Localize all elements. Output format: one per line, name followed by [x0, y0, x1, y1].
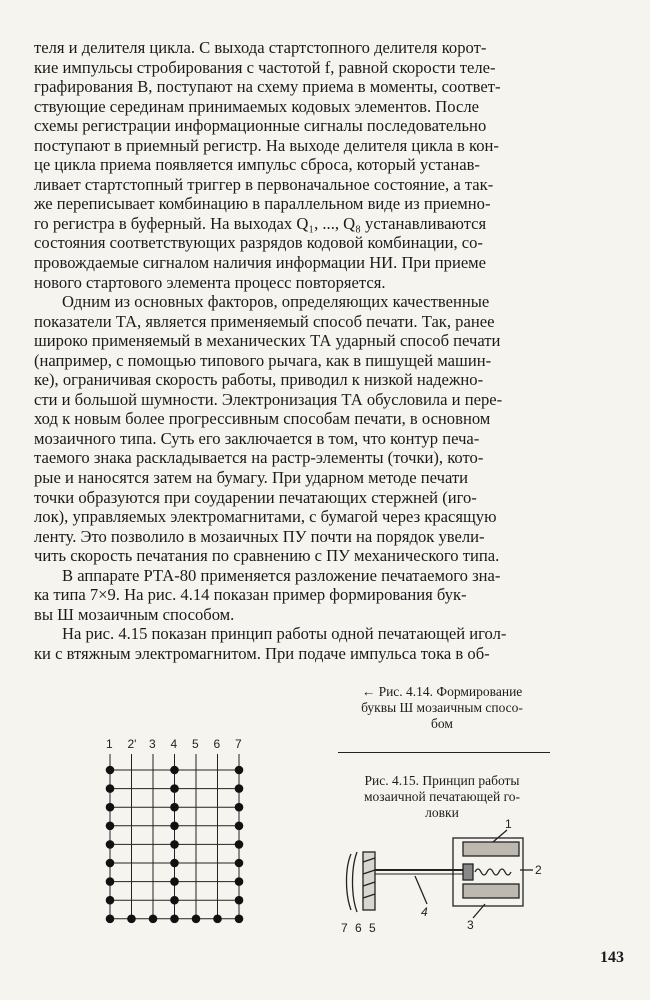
matrix-dot [127, 915, 136, 924]
text-line: чить скорость печатания по сравнению с ПУ механического типа. [34, 546, 500, 566]
text-line: це цикла приема появляется импульс сброса, который устанав- [34, 155, 480, 175]
matrix-dot [170, 915, 179, 924]
caption-line: Рис. 4.15. Принцип работы [364, 773, 520, 788]
matrix-dot [149, 915, 158, 924]
matrix-dot [106, 915, 115, 924]
matrix-dot [235, 877, 244, 886]
column-label: 4 [170, 737, 178, 751]
text-line: Одним из основных факторов, определяющих качественные [62, 292, 490, 312]
return-spring [475, 869, 511, 875]
matrix-dot [235, 915, 244, 924]
matrix-dot [235, 859, 244, 868]
caption-line: мозаичной печатающей го- [363, 789, 521, 804]
matrix-dot [235, 766, 244, 775]
text-line: (например, с помощью типового рычага, как в пишущей машин- [34, 350, 492, 370]
caption-line: буквы Ш мозаичным спосо- [361, 700, 523, 715]
column-label: 5 [192, 737, 199, 751]
caption-line: бом [431, 716, 453, 731]
matrix-dot [170, 896, 179, 905]
paragraph-3 [34, 566, 618, 625]
body-text [34, 38, 618, 664]
ribbon-layer [353, 852, 358, 912]
matrix-dot [106, 877, 115, 886]
column-label: 7 [235, 737, 242, 751]
paragraph-2 [34, 292, 618, 566]
text-line: лок), управляемых электромагнитами, с бумагой через красящую [34, 507, 497, 527]
column-label: 6 [213, 737, 221, 751]
matrix-dot [170, 803, 179, 812]
matrix-dot [106, 784, 115, 793]
text-line: кие импульсы стробирования с частотой f, равной скорости теле- [34, 57, 496, 77]
matrix-dot [170, 859, 179, 868]
matrix-dot [235, 784, 244, 793]
text-line: нового стартового элемента процесс повторяется. [34, 272, 386, 292]
text-line: ствующие серединам принимаемых кодовых элементов. После [34, 96, 479, 116]
text-line: же переписывает комбинацию в параллельном виде из приемно- [34, 194, 491, 214]
part-label-2: 2 [535, 863, 542, 877]
armature [463, 864, 473, 880]
part-label-4: 4 [421, 905, 428, 919]
text-line: провождаемые сигналом наличия информации НИ. При приеме [34, 253, 487, 273]
text-line: ке), ограничивая скорость работы, приводил к низкой надежно- [34, 370, 484, 390]
text-line: ки с втяжным электромагнитом. При подаче импульса тока в об- [34, 643, 490, 663]
text-line: поступают в приемный регистр. На выходе делителя цикла в кон- [34, 135, 499, 155]
text-line: теля и делителя цикла. С выхода стартстопного делителя корот- [34, 38, 487, 57]
figure-4-15-caption [337, 773, 547, 821]
text-line: В аппарате РТА-80 применяется разложение печатаемого зна- [62, 565, 501, 585]
matrix-dot [106, 803, 115, 812]
column-label: 3 [149, 737, 156, 751]
matrix-dot [106, 859, 115, 868]
text-line: На рис. 4.15 показан принцип работы одной печатающей игол- [62, 624, 507, 644]
text-line: точки образуются при соударении печатающих стержней (иго- [34, 487, 477, 507]
column-label: 1 [106, 737, 113, 751]
matrix-dot [170, 877, 179, 886]
text-line: схемы регистрации информационные сигналы последовательно [34, 116, 487, 136]
part-label-3: 3 [467, 918, 474, 932]
figure-4-14-caption [318, 684, 566, 732]
matrix-dot [235, 803, 244, 812]
matrix-dot [192, 915, 201, 924]
platen [363, 852, 375, 910]
part-label-6: 6 [355, 921, 362, 935]
page-number: 143 [600, 949, 624, 966]
text-line: ход к новым более прогрессивным способам печати, в основном [34, 409, 491, 429]
matrix-dot [106, 766, 115, 775]
matrix-dot [170, 840, 179, 849]
matrix-dot [106, 840, 115, 849]
text-line: состояния соответствующих разрядов кодовой комбинации, со- [34, 233, 483, 253]
matrix-dot [235, 896, 244, 905]
paper-layer [347, 854, 352, 910]
figure-4-15-print-head [335, 818, 565, 938]
matrix-dot [235, 840, 244, 849]
matrix-dot [170, 766, 179, 775]
text-line: вы Ш мозаичным способом. [34, 604, 235, 624]
text-line: графирования B, поступают на схему приема в моменты, соответ- [34, 77, 501, 97]
text-line: мозаичного типа. Суть его заключается в том, что контур печа- [34, 428, 480, 448]
paragraph-1 [34, 38, 618, 292]
magnet-winding-top [463, 842, 519, 856]
text-line: го регистра в буферный. На выходах Q₁, ..., Q₈ устанавливаются [34, 213, 487, 233]
part-label-1: 1 [505, 818, 512, 831]
matrix-dot [213, 915, 222, 924]
part-label-7: 7 [341, 921, 348, 935]
caption-divider [338, 752, 550, 753]
text-line: ленту. Это позволило в мозаичных ПУ почти на порядок увели- [34, 526, 485, 546]
matrix-dot [106, 822, 115, 831]
matrix-dot [106, 896, 115, 905]
figure-4-14-dot-matrix [100, 734, 260, 944]
text-line: ливает стартстопный триггер в первоначальное состояние, а так- [34, 174, 494, 194]
matrix-dot [235, 822, 244, 831]
matrix-dot [170, 822, 179, 831]
matrix-dot [170, 784, 179, 793]
text-line: таемого знака раскладывается на растр-элементы (точки), кото- [34, 448, 484, 468]
text-line: широко применяемый в механических ТА ударный способ печати [34, 331, 501, 351]
paragraph-4 [34, 624, 618, 663]
magnet-winding-bottom [463, 884, 519, 898]
text-line: рые и наносятся затем на бумагу. При ударном методе печати [34, 468, 469, 488]
part-label-5: 5 [369, 921, 376, 935]
text-line: показатели ТА, является применяемый способ печати. Так, ранее [34, 311, 495, 331]
text-line: сти и большой шумности. Электронизация ТА обусловила и пере- [34, 389, 503, 409]
caption-line: ловки [425, 805, 459, 820]
caption-line: ← Рис. 4.14. Формирование [361, 684, 523, 699]
column-label: 2' [127, 737, 137, 751]
text-line: ка типа 7×9. На рис. 4.14 показан пример формирования бук- [34, 585, 467, 605]
